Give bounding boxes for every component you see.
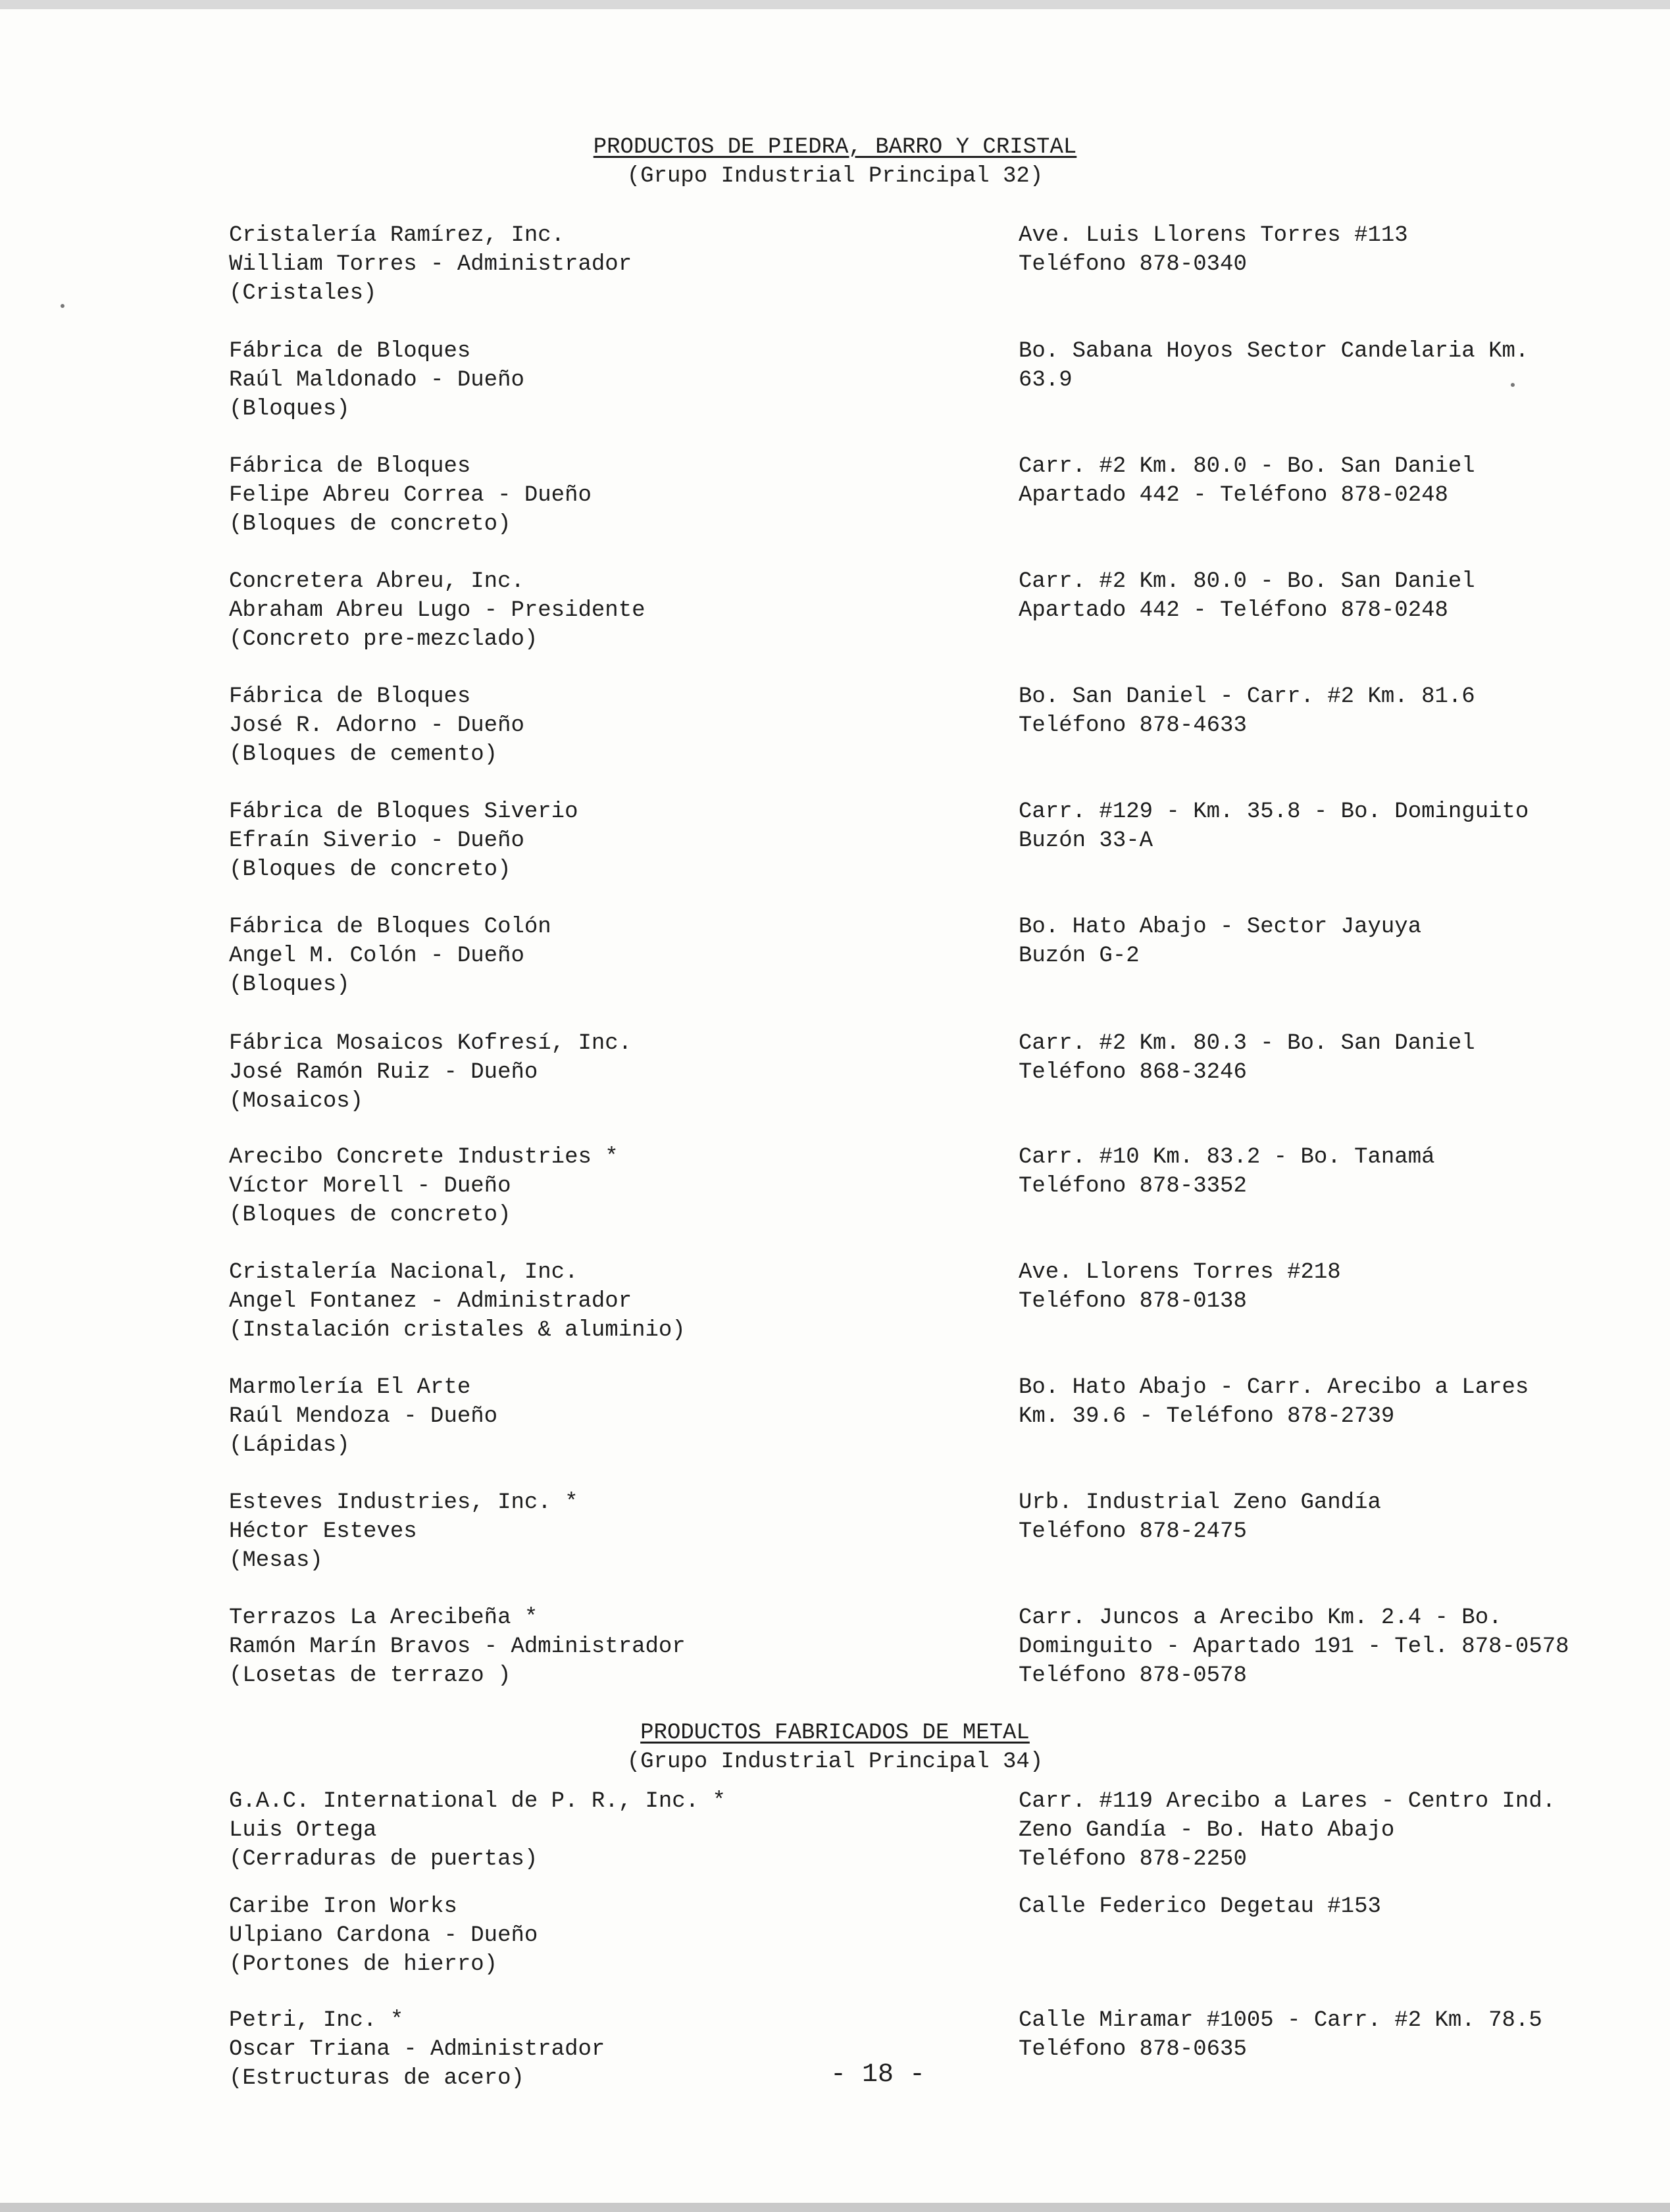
company-entry [229,337,986,424]
company-line: Fábrica Mosaicos Kofresí, Inc. [229,1031,632,1056]
company-line: Fábrica de Bloques Colón [229,915,551,940]
address-line: Calle Federico Degetau #153 [1019,1894,1381,1919]
address-line: Carr. #119 Arecibo a Lares - Centro Ind. [1019,1789,1556,1814]
company-line: (Mesas) [229,1548,323,1573]
section-heading [0,1719,1670,1776]
company-line: Esteves Industries, Inc. * [229,1490,578,1515]
company-entry [229,913,986,999]
address-line: Teléfono 878-4633 [1019,713,1247,738]
section-heading [0,133,1670,191]
address-line: Zeno Gandía - Bo. Hato Abajo [1019,1818,1395,1843]
address-line: Teléfono 878-0340 [1019,252,1247,277]
address-entry [1019,1488,1611,1546]
company-line: Angel M. Colón - Dueño [229,943,524,968]
company-line: Terrazos La Arecibeña * [229,1605,538,1630]
address-line: Bo. Hato Abajo - Carr. Arecibo a Lares [1019,1375,1529,1400]
company-line: William Torres - Administrador [229,252,632,277]
company-line: Fábrica de Bloques [229,454,471,479]
address-line: Dominguito - Apartado 191 - Tel. 878-0578 [1019,1634,1569,1659]
address-line: Teléfono 868-3246 [1019,1060,1247,1085]
company-line: (Bloques) [229,972,350,997]
section-subtitle: (Grupo Industrial Principal 32) [626,164,1044,189]
company-entry [229,567,986,654]
company-line: Fábrica de Bloques Siverio [229,799,578,824]
company-line: (Bloques de concreto) [229,1203,511,1228]
company-line: Petri, Inc. * [229,2008,404,2033]
company-line: (Estructuras de acero) [229,2066,524,2091]
company-entry [229,221,986,308]
address-entry [1019,1029,1611,1087]
address-line: Bo. Sabana Hoyos Sector Candelaria Km. [1019,339,1529,364]
scan-speck [1511,383,1515,387]
address-line: Teléfono 878-3352 [1019,1174,1247,1199]
company-entry [229,1143,986,1230]
company-line: Luis Ortega [229,1818,377,1843]
section-subtitle: (Grupo Industrial Principal 34) [626,1749,1044,1774]
address-entry [1019,337,1611,395]
address-line: Buzón 33-A [1019,828,1153,853]
company-line: Fábrica de Bloques [229,339,471,364]
company-entry [229,1029,986,1116]
address-line: Carr. #129 - Km. 35.8 - Bo. Dominguito [1019,799,1529,824]
company-line: Cristalería Ramírez, Inc. [229,223,565,248]
company-line: Fábrica de Bloques [229,684,471,709]
company-line: Abraham Abreu Lugo - Presidente [229,598,645,623]
company-line: Raúl Mendoza - Dueño [229,1404,498,1429]
company-line: G.A.C. International de P. R., Inc. * [229,1789,726,1814]
section-title: PRODUCTOS DE PIEDRA, BARRO Y CRISTAL [593,135,1077,160]
address-entry [1019,1373,1611,1431]
company-line: Angel Fontanez - Administrador [229,1289,632,1314]
company-entry [229,1892,986,1979]
company-line: Víctor Morell - Dueño [229,1174,511,1199]
address-line: Apartado 442 - Teléfono 878-0248 [1019,483,1448,508]
address-entry [1019,1892,1611,1921]
company-line: (Cristales) [229,281,377,306]
address-entry [1019,1787,1611,1874]
company-line: (Losetas de terrazo ) [229,1663,511,1688]
address-entry [1019,567,1611,625]
address-line: Bo. San Daniel - Carr. #2 Km. 81.6 [1019,684,1475,709]
company-line: (Mosaicos) [229,1089,364,1114]
address-line: 63.9 [1019,368,1073,393]
address-line: Buzón G-2 [1019,943,1140,968]
address-line: Urb. Industrial Zeno Gandía [1019,1490,1381,1515]
company-line: (Bloques de cemento) [229,742,498,767]
address-entry [1019,452,1611,510]
company-line: (Cerraduras de puertas) [229,1847,538,1872]
address-entry [1019,682,1611,740]
company-line: (Lápidas) [229,1433,350,1458]
address-line: Calle Miramar #1005 - Carr. #2 Km. 78.5 [1019,2008,1542,2033]
company-line: (Bloques de concreto) [229,857,511,882]
scan-speck [61,304,64,308]
address-line: Apartado 442 - Teléfono 878-0248 [1019,598,1448,623]
company-entry [229,452,986,539]
company-entry [229,797,986,884]
page-number: - 18 - [830,2060,926,2090]
company-line: Concretera Abreu, Inc. [229,569,524,594]
company-line: Raúl Maldonado - Dueño [229,368,524,393]
address-line: Teléfono 878-0635 [1019,2037,1247,2062]
company-line: José Ramón Ruiz - Dueño [229,1060,538,1085]
address-line: Ave. Luis Llorens Torres #113 [1019,223,1408,248]
company-line: (Bloques de concreto) [229,512,511,537]
company-line: Ramón Marín Bravos - Administrador [229,1634,686,1659]
address-line: Teléfono 878-0578 [1019,1663,1247,1688]
company-entry [229,1787,986,1874]
address-line: Teléfono 878-0138 [1019,1289,1247,1314]
company-line: Héctor Esteves [229,1519,417,1544]
address-line: Carr. Juncos a Arecibo Km. 2.4 - Bo. [1019,1605,1502,1630]
company-line: José R. Adorno - Dueño [229,713,524,738]
address-line: Teléfono 878-2475 [1019,1519,1247,1544]
address-entry [1019,2006,1611,2064]
address-line: Carr. #10 Km. 83.2 - Bo. Tanamá [1019,1145,1435,1170]
company-line: (Instalación cristales & aluminio) [229,1318,686,1343]
company-line: (Bloques) [229,397,350,422]
company-line: Oscar Triana - Administrador [229,2037,605,2062]
company-line: Marmolería El Arte [229,1375,471,1400]
company-line: Caribe Iron Works [229,1894,457,1919]
address-line: Teléfono 878-2250 [1019,1847,1247,1872]
address-entry [1019,221,1611,279]
address-entry [1019,913,1611,970]
address-entry [1019,1603,1611,1690]
company-line: Cristalería Nacional, Inc. [229,1260,578,1285]
address-line: Carr. #2 Km. 80.3 - Bo. San Daniel [1019,1031,1475,1056]
company-line: Ulpiano Cardona - Dueño [229,1923,538,1948]
address-entry [1019,797,1611,855]
company-entry [229,1258,986,1345]
company-entry [229,1373,986,1460]
address-line: Carr. #2 Km. 80.0 - Bo. San Daniel [1019,454,1475,479]
company-entry [229,1603,986,1690]
section-title: PRODUCTOS FABRICADOS DE METAL [640,1721,1030,1746]
company-line: (Portones de hierro) [229,1952,498,1977]
company-line: Arecibo Concrete Industries * [229,1145,619,1170]
address-line: Km. 39.6 - Teléfono 878-2739 [1019,1404,1395,1429]
address-line: Carr. #2 Km. 80.0 - Bo. San Daniel [1019,569,1475,594]
address-entry [1019,1258,1611,1316]
company-line: Efraín Siverio - Dueño [229,828,524,853]
address-line: Ave. Llorens Torres #218 [1019,1260,1341,1285]
address-line: Bo. Hato Abajo - Sector Jayuya [1019,915,1422,940]
company-line: Felipe Abreu Correa - Dueño [229,483,592,508]
company-entry [229,682,986,769]
address-entry [1019,1143,1611,1201]
company-line: (Concreto pre-mezclado) [229,627,538,652]
company-entry [229,1488,986,1575]
